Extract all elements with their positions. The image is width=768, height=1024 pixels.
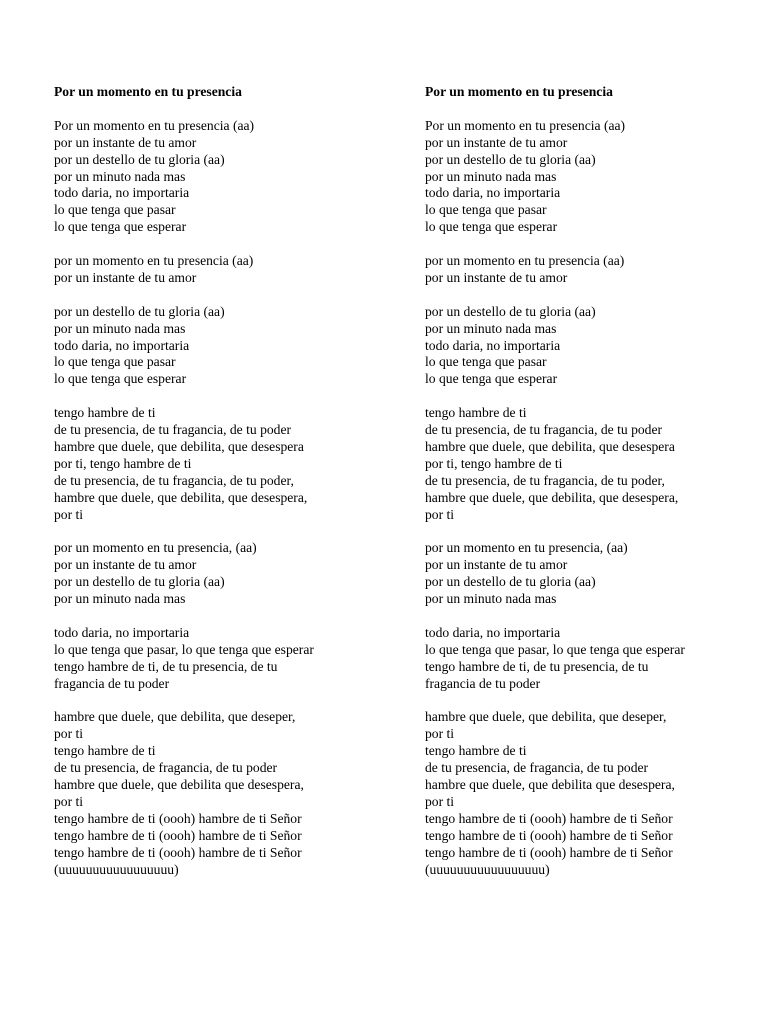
lyric-line: tengo hambre de ti (oooh) hambre de ti Señor bbox=[54, 810, 302, 826]
stanza-list bbox=[425, 118, 755, 879]
song-title: Por un momento en tu presencia bbox=[425, 84, 613, 99]
lyric-line: lo que tenga que esperar bbox=[54, 219, 187, 235]
lyric-line: tengo hambre de ti bbox=[425, 743, 527, 759]
stanza bbox=[425, 709, 755, 878]
stanza bbox=[425, 304, 755, 389]
lyric-line: por ti, tengo hambre de ti bbox=[54, 455, 192, 471]
lyric-line: tengo hambre de ti (oooh) hambre de ti Señor bbox=[54, 827, 302, 843]
stanza bbox=[425, 118, 755, 236]
lyric-line: de tu presencia, de tu fragancia, de tu poder bbox=[54, 422, 292, 438]
lyrics-column-right bbox=[425, 84, 755, 895]
lyric-line: por un minuto nada mas bbox=[54, 320, 186, 336]
lyric-line: por un minuto nada mas bbox=[54, 168, 186, 184]
lyric-line: (uuuuuuuuuuuuuuuuu) bbox=[54, 861, 179, 877]
lyric-line: hambre que duele, que debilita, que desespera bbox=[54, 438, 304, 454]
lyric-line: tengo hambre de ti bbox=[54, 743, 156, 759]
stanza bbox=[54, 540, 384, 608]
lyric-line: tengo hambre de ti bbox=[54, 405, 156, 421]
lyric-line: hambre que duele, que debilita, que deseper, bbox=[425, 709, 667, 725]
lyric-line: Por un momento en tu presencia (aa) bbox=[54, 117, 255, 133]
lyric-line: todo daria, no importaria bbox=[425, 185, 561, 201]
lyric-line: por ti bbox=[425, 506, 455, 522]
stanza bbox=[425, 625, 755, 693]
lyric-line: de tu presencia, de tu fragancia, de tu poder, bbox=[425, 472, 665, 488]
lyric-line: fragancia de tu poder bbox=[54, 675, 170, 691]
lyric-line: por ti bbox=[425, 793, 455, 809]
lyric-line: lo que tenga que esperar bbox=[425, 371, 558, 387]
lyric-line: por un destello de tu gloria (aa) bbox=[425, 303, 596, 319]
lyric-line: todo daria, no importaria bbox=[54, 185, 190, 201]
lyric-line: por un instante de tu amor bbox=[425, 269, 568, 285]
lyric-line: por un momento en tu presencia (aa) bbox=[54, 253, 254, 269]
lyric-line: hambre que duele, que debilita, que deseper, bbox=[54, 709, 296, 725]
lyric-line: tengo hambre de ti bbox=[425, 405, 527, 421]
lyric-line: por un instante de tu amor bbox=[425, 557, 568, 573]
lyric-line: por un instante de tu amor bbox=[54, 134, 197, 150]
stanza bbox=[54, 118, 384, 236]
stanza-list bbox=[54, 118, 384, 879]
lyric-line: por ti bbox=[54, 506, 84, 522]
lyric-line: de tu presencia, de tu fragancia, de tu poder, bbox=[54, 472, 294, 488]
stanza bbox=[54, 625, 384, 693]
lyric-line: de tu presencia, de tu fragancia, de tu poder bbox=[425, 422, 663, 438]
stanza bbox=[425, 405, 755, 523]
lyric-line: tengo hambre de ti (oooh) hambre de ti Señor bbox=[425, 844, 673, 860]
lyric-line: lo que tenga que pasar, lo que tenga que esperar bbox=[425, 641, 685, 657]
lyric-line: por un instante de tu amor bbox=[54, 269, 197, 285]
lyric-line: tengo hambre de ti, de tu presencia, de tu bbox=[54, 658, 278, 674]
lyric-line: tengo hambre de ti (oooh) hambre de ti Señor bbox=[425, 827, 673, 843]
lyric-line: lo que tenga que esperar bbox=[54, 371, 187, 387]
lyric-line: por ti bbox=[425, 726, 455, 742]
lyric-line: (uuuuuuuuuuuuuuuuu) bbox=[425, 861, 550, 877]
lyric-line: todo daria, no importaria bbox=[425, 624, 561, 640]
lyric-line: por un destello de tu gloria (aa) bbox=[54, 574, 225, 590]
lyric-line: todo daria, no importaria bbox=[425, 337, 561, 353]
lyric-line: lo que tenga que pasar bbox=[54, 354, 176, 370]
stanza bbox=[425, 540, 755, 608]
lyric-line: por ti, tengo hambre de ti bbox=[425, 455, 563, 471]
lyric-line: por un momento en tu presencia (aa) bbox=[425, 253, 625, 269]
stanza bbox=[54, 405, 384, 523]
lyric-line: hambre que duele, que debilita que desespera, bbox=[54, 777, 304, 793]
stanza bbox=[54, 253, 384, 287]
lyric-line: por un minuto nada mas bbox=[425, 168, 557, 184]
lyric-line: por un instante de tu amor bbox=[54, 557, 197, 573]
lyric-line: lo que tenga que pasar, lo que tenga que esperar bbox=[54, 641, 314, 657]
stanza bbox=[54, 709, 384, 878]
lyric-line: todo daria, no importaria bbox=[54, 337, 190, 353]
lyric-line: hambre que duele, que debilita, que desespera bbox=[425, 438, 675, 454]
lyrics-column-left bbox=[54, 84, 384, 895]
lyric-line: lo que tenga que pasar bbox=[54, 202, 176, 218]
stanza bbox=[54, 304, 384, 389]
song-title: Por un momento en tu presencia bbox=[54, 84, 242, 99]
lyric-line: por un destello de tu gloria (aa) bbox=[425, 574, 596, 590]
lyric-line: de tu presencia, de fragancia, de tu poder bbox=[54, 760, 278, 776]
lyric-line: por un instante de tu amor bbox=[425, 134, 568, 150]
lyric-line: fragancia de tu poder bbox=[425, 675, 541, 691]
lyric-line: lo que tenga que esperar bbox=[425, 219, 558, 235]
lyric-line: tengo hambre de ti (oooh) hambre de ti Señor bbox=[54, 844, 302, 860]
lyric-line: lo que tenga que pasar bbox=[425, 354, 547, 370]
lyric-line: Por un momento en tu presencia (aa) bbox=[425, 117, 626, 133]
lyric-line: hambre que duele, que debilita, que desespera, bbox=[425, 489, 679, 505]
lyric-line: hambre que duele, que debilita que desespera, bbox=[425, 777, 675, 793]
lyric-line: hambre que duele, que debilita, que desespera, bbox=[54, 489, 308, 505]
lyric-line: por un minuto nada mas bbox=[54, 591, 186, 607]
lyric-line: tengo hambre de ti, de tu presencia, de tu bbox=[425, 658, 649, 674]
lyric-line: por un momento en tu presencia, (aa) bbox=[425, 540, 628, 556]
lyric-line: de tu presencia, de fragancia, de tu poder bbox=[425, 760, 649, 776]
stanza bbox=[425, 253, 755, 287]
lyric-line: por ti bbox=[54, 726, 84, 742]
lyric-line: por un minuto nada mas bbox=[425, 591, 557, 607]
lyric-line: por un momento en tu presencia, (aa) bbox=[54, 540, 257, 556]
lyric-line: por un destello de tu gloria (aa) bbox=[54, 151, 225, 167]
lyric-line: lo que tenga que pasar bbox=[425, 202, 547, 218]
lyric-line: todo daria, no importaria bbox=[54, 624, 190, 640]
lyric-line: por ti bbox=[54, 793, 84, 809]
lyric-line: tengo hambre de ti (oooh) hambre de ti Señor bbox=[425, 810, 673, 826]
lyric-line: por un destello de tu gloria (aa) bbox=[54, 303, 225, 319]
lyric-line: por un destello de tu gloria (aa) bbox=[425, 151, 596, 167]
lyric-line: por un minuto nada mas bbox=[425, 320, 557, 336]
